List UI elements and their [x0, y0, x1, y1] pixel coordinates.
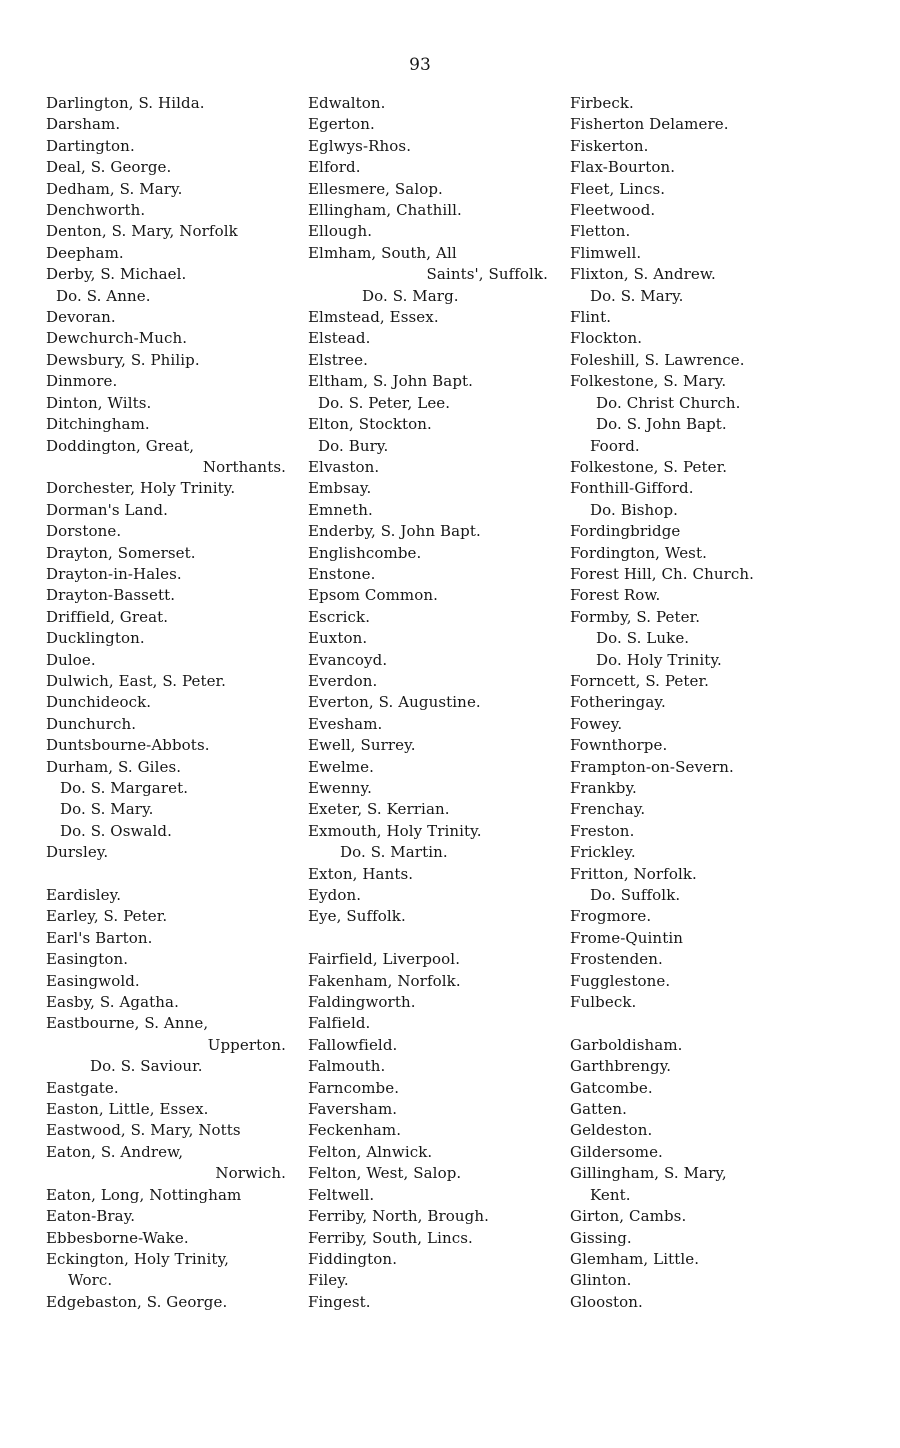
index-entry: Easington. — [46, 950, 129, 969]
column-1 — [46, 93, 286, 1313]
index-entry: Do. S. Saviour. — [90, 1057, 203, 1076]
index-entry: Glooston. — [570, 1292, 643, 1311]
index-entry: Frostenden. — [570, 950, 663, 969]
index-entry: Ellesmere, Salop. — [308, 179, 443, 198]
index-entry: Duntsbourne-Abbots. — [46, 736, 210, 755]
index-entry: Fairfield, Liverpool. — [308, 950, 461, 969]
index-entry: Elton, Stockton. — [308, 415, 432, 434]
index-entry: Drayton-in-Hales. — [46, 564, 182, 583]
index-entry: Eltham, S. John Bapt. — [308, 372, 474, 391]
index-entry: Fugglestone. — [570, 971, 671, 990]
index-entry: Exeter, S. Kerrian. — [308, 800, 450, 819]
index-entry: Eckington, Holy Trinity, — [46, 1249, 230, 1268]
index-entry: Enderby, S. John Bapt. — [308, 522, 481, 541]
page-number: 93 — [409, 55, 431, 75]
index-entry: Easton, Little, Essex. — [46, 1100, 209, 1119]
index-entry: Dorman's Land. — [46, 500, 168, 519]
index-entry: Farncombe. — [308, 1078, 400, 1097]
index-entry: Flint. — [570, 308, 612, 327]
index-entry: Forest Row. — [570, 586, 661, 605]
index-entry: Feltwell. — [308, 1185, 375, 1204]
column-3 — [570, 93, 810, 1313]
index-entry: Drayton, Somerset. — [46, 543, 196, 562]
index-entry: Ewell, Surrey. — [308, 736, 416, 755]
index-entry: Foleshill, S. Lawrence. — [570, 350, 745, 369]
index-entry: Gildersome. — [570, 1142, 663, 1161]
index-entry: Falfield. — [308, 1014, 371, 1033]
index-entry: Do. S. John Bapt. — [596, 415, 727, 434]
index-entry: Evancoyd. — [308, 650, 388, 669]
index-entry: Frome-Quintin — [570, 928, 683, 947]
index-entry: Darsham. — [46, 115, 121, 134]
index-entry: Do. S. Oswald. — [60, 821, 172, 840]
index-entry: Northants. — [202, 457, 286, 476]
index-entry: Denton, S. Mary, Norfolk — [46, 222, 238, 241]
index-entry: Ditchingham. — [46, 415, 150, 434]
index-entry: Ellingham, Chathill. — [308, 201, 462, 220]
index-entry: Ellough. — [308, 222, 373, 241]
index-entry: Denchworth. — [46, 201, 146, 220]
index-entry: Do. Holy Trinity. — [596, 650, 722, 669]
section-gap — [570, 1013, 810, 1034]
index-entry: Darlington, S. Hilda. — [46, 94, 205, 112]
index-entry: Do. Christ Church. — [596, 393, 741, 412]
index-entry: Forncett, S. Peter. — [570, 671, 709, 690]
index-entry: Easingwold. — [46, 971, 140, 990]
index-entry: Eaton, Long, Nottingham — [46, 1185, 242, 1204]
index-entry: Ferriby, South, Lincs. — [308, 1228, 473, 1247]
index-entry: Do. S. Mary. — [590, 286, 684, 305]
index-entry: Elvaston. — [308, 457, 380, 476]
index-entry: Frogmore. — [570, 907, 652, 926]
index-entry: Duloe. — [46, 650, 96, 669]
index-entry: Egerton. — [308, 115, 375, 134]
index-entry: Do. S. Peter, Lee. — [318, 393, 451, 412]
index-entry: Everdon. — [308, 671, 378, 690]
index-entry: Frickley. — [570, 843, 636, 862]
index-entry: Eaton-Bray. — [46, 1207, 136, 1226]
index-entry: Deal, S. George. — [46, 158, 172, 177]
index-entry: Earl's Barton. — [46, 928, 153, 947]
index-entry: Dunchurch. — [46, 714, 137, 733]
index-entry: Fiddington. — [308, 1249, 398, 1268]
index-entry: Feckenham. — [308, 1121, 402, 1140]
index-entry: Kent. — [590, 1185, 631, 1204]
index-entry: Elmstead, Essex. — [308, 308, 439, 327]
index-entry: Eastwood, S. Mary, Notts — [46, 1121, 241, 1140]
index-entry: Faversham. — [308, 1100, 398, 1119]
column-2 — [308, 93, 548, 1313]
index-entry: Do. S. Martin. — [340, 843, 448, 862]
index-entry: Felton, Alnwick. — [308, 1142, 433, 1161]
index-entry: Devoran. — [46, 308, 116, 327]
index-entry: Fallowfield. — [308, 1035, 398, 1054]
index-entry: Fakenham, Norfolk. — [308, 971, 461, 990]
index-entry: Ewelme. — [308, 757, 375, 776]
index-entry: Norwich. — [215, 1164, 286, 1183]
index-entry: Easby, S. Agatha. — [46, 993, 179, 1012]
index-entry: Firbeck. — [570, 94, 634, 112]
index-entry: Deepham. — [46, 243, 124, 262]
index-entry: Edwalton. — [308, 94, 386, 112]
index-entry: Folkestone, S. Peter. — [570, 457, 728, 476]
index-entry: Falmouth. — [308, 1057, 386, 1076]
index-entry: Fritton, Norfolk. — [570, 864, 697, 883]
index-entry: Edgebaston, S. George. — [46, 1292, 228, 1311]
index-entry: Escrick. — [308, 607, 371, 626]
index-entry: Ebbesborne-Wake. — [46, 1228, 189, 1247]
index-entry: Flockton. — [570, 329, 643, 348]
index-entry: Folkestone, S. Mary. — [570, 372, 727, 391]
index-entry: Do. S. Anne. — [56, 286, 151, 305]
index-entry: Dinton, Wilts. — [46, 393, 152, 412]
index-entry: Fulbeck. — [570, 993, 637, 1012]
index-entry: Dartington. — [46, 136, 135, 155]
index-entry: Dorstone. — [46, 522, 122, 541]
index-entry: Flixton, S. Andrew. — [570, 265, 716, 284]
index-entry: Formby, S. Peter. — [570, 607, 701, 626]
index-entry: Fowey. — [570, 714, 623, 733]
index-entry: Fotheringay. — [570, 693, 666, 712]
index-entry: Emneth. — [308, 500, 373, 519]
index-entry: Garthbrengy. — [570, 1057, 672, 1076]
index-entry: Fletton. — [570, 222, 631, 241]
index-entry: Driffield, Great. — [46, 607, 169, 626]
index-entry: Do. S. Luke. — [596, 629, 690, 648]
index-entry: Fordington, West. — [570, 543, 707, 562]
index-entry: Dewsbury, S. Philip. — [46, 350, 200, 369]
index-entry: Drayton-Bassett. — [46, 586, 176, 605]
index-entry: Gillingham, S. Mary, — [570, 1164, 727, 1183]
index-entry: Gissing. — [570, 1228, 632, 1247]
index-entry: Do. S. Margaret. — [60, 779, 189, 797]
index-entry: Durham, S. Giles. — [46, 757, 182, 776]
index-entry: Dinmore. — [46, 372, 118, 391]
section-gap — [308, 928, 548, 949]
index-entry: Elmham, South, All — [308, 243, 457, 262]
index-entry: Filey. — [308, 1271, 349, 1290]
index-entry: Do. S. Marg. — [362, 286, 459, 305]
index-entry: Frenchay. — [570, 800, 646, 819]
index-entry: Fownthorpe. — [570, 736, 668, 755]
index-entry: Saints', Suffolk. — [426, 265, 548, 284]
index-entry: Dewchurch-Much. — [46, 329, 188, 348]
index-entry: Do. Bishop. — [590, 500, 679, 519]
index-entry: Eaton, S. Andrew, — [46, 1142, 184, 1161]
index-entry: Fisherton Delamere. — [570, 115, 729, 134]
index-entry: Faldingworth. — [308, 993, 416, 1012]
section-gap — [46, 864, 286, 885]
index-entry: Ducklington. — [46, 629, 145, 648]
index-entry: Evesham. — [308, 714, 383, 733]
index-entry: Derby, S. Michael. — [46, 265, 187, 284]
index-entry: Glemham, Little. — [570, 1249, 700, 1268]
index-entry: Do. S. Mary. — [60, 800, 154, 819]
index-entry: Do. Suffolk. — [590, 886, 681, 905]
index-entry: Gatcombe. — [570, 1078, 653, 1097]
index-entry: Frankby. — [570, 779, 637, 797]
index-entry: Englishcombe. — [308, 543, 422, 562]
index-entry: Eastgate. — [46, 1078, 119, 1097]
index-entry: Dulwich, East, S. Peter. — [46, 671, 227, 690]
index-entry: Forest Hill, Ch. Church. — [570, 564, 755, 583]
index-entry: Fleetwood. — [570, 201, 656, 220]
index-entry: Felton, West, Salop. — [308, 1164, 462, 1183]
index-entry: Upperton. — [207, 1035, 286, 1054]
index-entry: Earley, S. Peter. — [46, 907, 168, 926]
index-entry: Gatten. — [570, 1100, 627, 1119]
index-entry: Everton, S. Augustine. — [308, 693, 481, 712]
index-entry: Garboldisham. — [570, 1035, 683, 1054]
index-entry: Ewenny. — [308, 779, 372, 797]
index-entry: Eglwys-Rhos. — [308, 136, 412, 155]
index-entry: Girton, Cambs. — [570, 1207, 687, 1226]
index-entry: Freston. — [570, 821, 635, 840]
index-entry: Elford. — [308, 158, 361, 177]
index-entry: Exmouth, Holy Trinity. — [308, 821, 482, 840]
index-entry: Euxton. — [308, 629, 368, 648]
index-entry: Flax-Bourton. — [570, 158, 676, 177]
index-entry: Enstone. — [308, 564, 376, 583]
index-entry: Worc. — [68, 1271, 113, 1290]
index-entry: Do. Bury. — [318, 436, 389, 455]
index-entry: Ferriby, North, Brough. — [308, 1207, 489, 1226]
index-entry: Fleet, Lincs. — [570, 179, 666, 198]
index-entry: Elstree. — [308, 350, 368, 369]
index-entry: Dunchideock. — [46, 693, 152, 712]
index-entry: Frampton-on-Severn. — [570, 757, 734, 776]
index-entry: Eydon. — [308, 886, 362, 905]
index-entry: Dedham, S. Mary. — [46, 179, 183, 198]
index-entry: Flimwell. — [570, 243, 642, 262]
index-entry: Eardisley. — [46, 886, 122, 905]
index-entry: Exton, Hants. — [308, 864, 414, 883]
index-entry: Glinton. — [570, 1271, 632, 1290]
index-entry: Fordingbridge — [570, 522, 681, 541]
index-entry: Fiskerton. — [570, 136, 649, 155]
index-entry: Eye, Suffolk. — [308, 907, 406, 926]
index-entry: Elstead. — [308, 329, 371, 348]
index-entry: Geldeston. — [570, 1121, 653, 1140]
index-entry: Embsay. — [308, 479, 372, 498]
index-entry: Dursley. — [46, 843, 109, 862]
index-entry: Dorchester, Holy Trinity. — [46, 479, 236, 498]
index-entry: Eastbourne, S. Anne, — [46, 1014, 209, 1033]
index-entry: Epsom Common. — [308, 586, 438, 605]
index-entry: Doddington, Great, — [46, 436, 195, 455]
index-entry: Fingest. — [308, 1292, 371, 1311]
index-entry: Foord. — [590, 436, 640, 455]
index-entry: Fonthill-Gifford. — [570, 479, 694, 498]
